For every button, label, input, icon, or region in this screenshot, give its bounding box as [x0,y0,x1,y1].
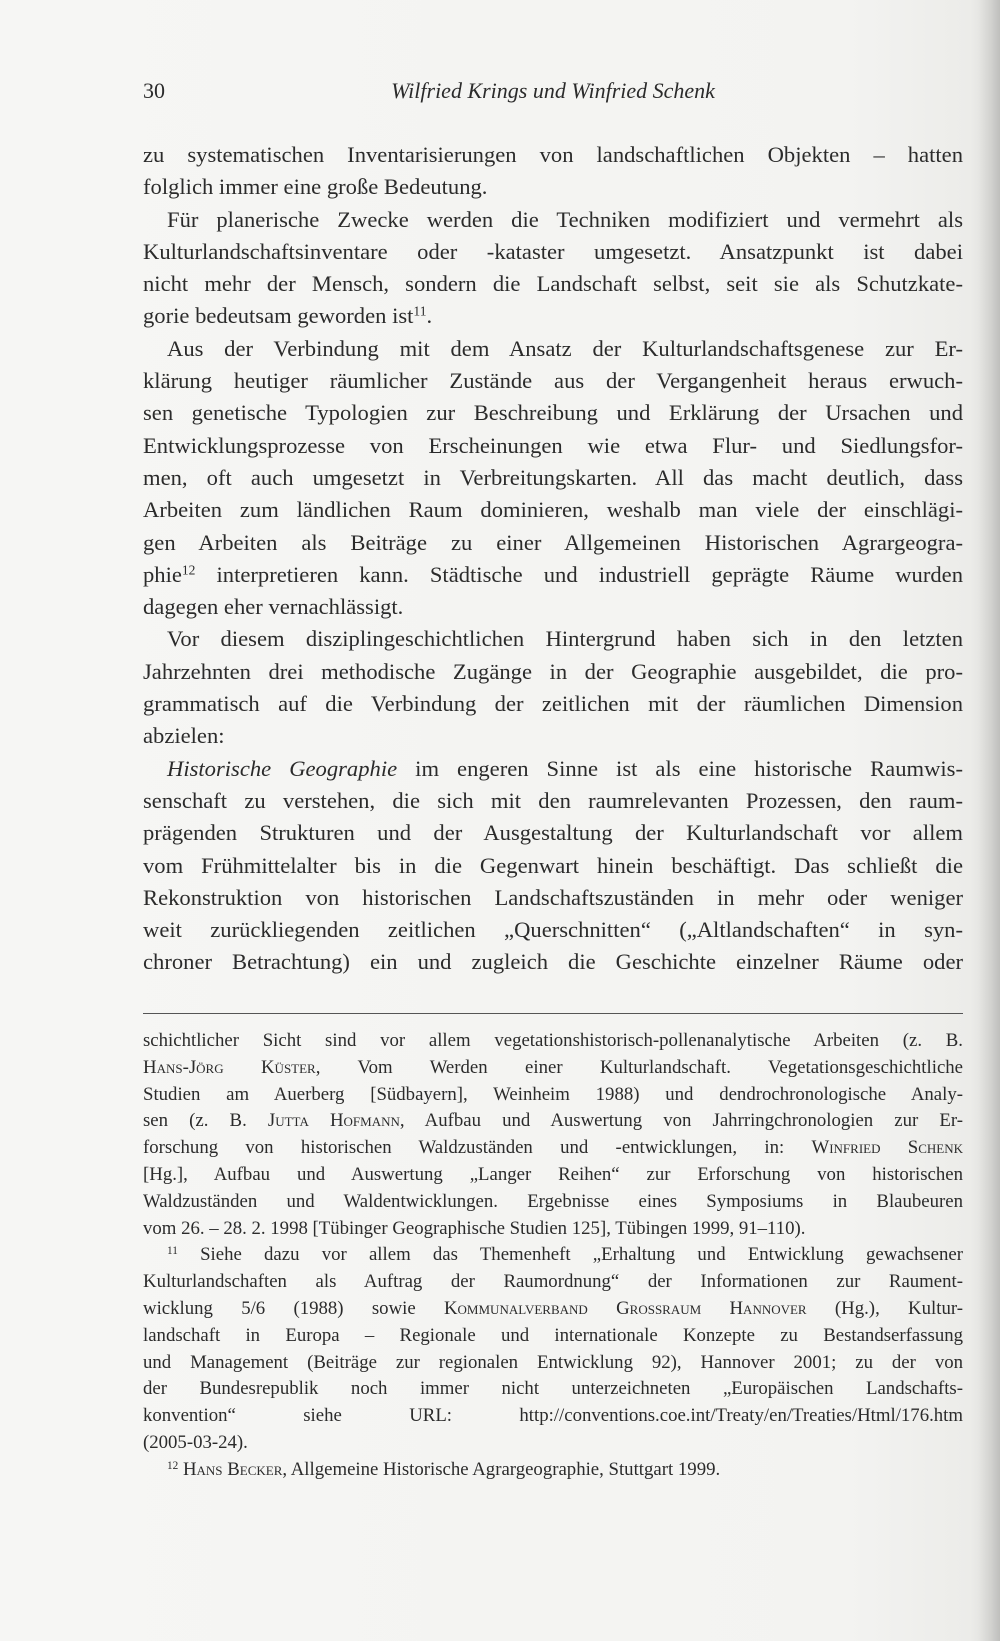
text-run: vom Frühmittelalter bis in die Gegenwart hinein beschäftigt. Das schließt die [143,852,963,878]
author-name: Kommunalverband Grossraum Hannover [443,1297,807,1319]
footnote-number: 11 [167,1245,178,1258]
footnote-line [143,1055,963,1082]
text-run: Für planerische Zwecke werden die Techniken modifiziert und vermehrt als [167,206,963,232]
text-run: gorie bedeutsam geworden ist [143,303,414,329]
footnote-line [143,1242,963,1269]
text-run: dagegen eher vernachlässigt. [143,594,404,620]
footnote-line [143,1376,963,1403]
author-name: Hans Becker [182,1458,283,1480]
author-name: Hans-Jörg Küster [143,1056,316,1078]
text-run: prägenden Strukturen und der Ausgestaltung der Kulturlandschaft vor allem [143,820,963,846]
text-line [143,268,963,300]
footnote-line [143,1108,963,1135]
text-line [143,946,963,978]
text-run: Studien am Auerberg [Südbayern], Weinheim 1988) und dendrochronologische Analy- [143,1083,963,1105]
text-run: Entwicklungsprozesse von Erscheinungen wie etwa Flur- und Siedlungsfor- [143,432,963,458]
text-run: phie [143,561,182,587]
footnote-line [143,1269,963,1296]
text-run: landschaft in Europa – Regionale und internationale Konzepte zu Bestandserfassung [143,1324,963,1346]
footnote-line [143,1189,963,1216]
text-line [143,559,963,591]
text-run: Arbeiten zum ländlichen Raum dominieren, weshalb man viele der einschlägi- [143,497,963,523]
footnote-ref: 11 [413,304,427,320]
footnote-line [143,1216,963,1243]
text-run: vom 26. – 28. 2. 1998 [Tübinger Geographische Studien 125], Tübingen 1999, 91–110). [143,1217,806,1239]
text-run: forschung von historischen Waldzuständen und -entwicklungen, in: [143,1137,812,1159]
text-run: [Hg.], Aufbau und Auswertung „Langer Reihen“ zur Erforschung von historischen [143,1163,963,1185]
text-run: Jahrzehnten drei methodische Zugänge in der Geographie ausgebildet, die pro- [143,658,963,684]
footnote-line [143,1135,963,1162]
text-run: gen Arbeiten als Beiträge zu einer Allgemeinen Historischen Agrargeogra- [143,529,963,555]
text-line [143,688,963,720]
text-line [143,204,963,236]
text-run: chroner Betrachtung) ein und zugleich die Geschichte einzelner Räume oder [143,949,963,975]
text-run: (2005-03-24). [143,1431,248,1453]
footnotes [143,1028,963,1484]
text-run: (Hg.), Kultur- [806,1297,963,1319]
footnote-number: 12 [167,1459,179,1472]
text-run: folglich immer eine große Bedeutung. [143,174,488,200]
text-run: weit zurückliegenden zeitlichen „Querschnitten“ („Altlandschaften“ in syn- [143,917,963,943]
text-run: Kulturlandschaftsinventare oder -kataster umgesetzt. Ansatzpunkt ist dabei [143,238,963,264]
footnote-line [143,1323,963,1350]
text-line [143,882,963,914]
text-run: Siehe dazu vor allem das Themenheft „Erhaltung und Entwicklung gewachsener [177,1244,963,1266]
text-run: Rekonstruktion von historischen Landschaftszuständen in mehr oder weniger [143,884,963,910]
text-line [143,494,963,526]
page-edge-shadow [978,0,1000,1641]
text-line [143,527,963,559]
text-line [143,914,963,946]
footnote-rule [143,1013,963,1014]
main-text [143,139,963,979]
italic-term: Historische Geographie [167,755,398,781]
text-run: im engeren Sinne ist als eine historische Raumwis- [397,755,963,781]
text-line [143,139,963,171]
footnote-line [143,1430,963,1457]
text-line [143,720,963,752]
text-run: schichtlicher Sicht sind vor allem vegetationshistorisch-pollenanalytische Arbeiten (z. B. [143,1030,963,1051]
text-run: Aus der Verbindung mit dem Ansatz der Kulturlandschaftsgenese zur Er- [167,335,963,361]
text-run: . [426,303,433,329]
text-run: sen genetische Typologien zur Beschreibung und Erklärung der Ursachen und [143,400,963,426]
text-run: men, oft auch umgesetzt in Verbreitungskarten. All das macht deutlich, dass [143,464,963,490]
text-line [143,785,963,817]
text-run: Kulturlandschaften als Auftrag der Raumordnung“ der Informationen zur Raument- [143,1271,963,1293]
footnote-line [143,1403,963,1430]
footnote-line [143,1296,963,1323]
footnote-line [143,1457,963,1484]
footnote-ref: 12 [181,562,196,578]
text-line [143,171,963,203]
text-line [143,623,963,655]
text-line [143,817,963,849]
text-run: senschaft zu verstehen, die sich mit den raumrelevanten Prozessen, den raum- [143,787,963,813]
text-run: interpretieren kann. Städtische und industriell geprägte Räume wurden [195,561,963,587]
footnote-line [143,1162,963,1189]
text-run: klärung heutiger räumlicher Zustände aus der Vergangenheit heraus erwuch- [143,368,963,394]
text-line [143,300,963,332]
text-run: Vor diesem disziplingeschichtlichen Hintergrund haben sich in den letzten [167,626,963,652]
text-run: wicklung 5/6 (1988) sowie [143,1297,444,1319]
text-run: , Vom Werden einer Kulturlandschaft. Vegetationsgeschichtliche [315,1056,964,1078]
text-run: zu systematischen Inventarisierungen von landschaftlichen Objekten – hatten [143,142,963,167]
text-run: sen (z. B. [143,1110,268,1132]
text-line [143,430,963,462]
page-number: 30 [143,78,165,103]
text-run: abzielen: [143,723,225,749]
author-name: Jutta Hofmann [267,1110,400,1132]
text-run: und Management (Beiträge zur regionalen Entwicklung 92), Hannover 2001; zu der von [143,1351,963,1373]
text-run: nicht mehr der Mensch, sondern die Landschaft selbst, seit sie als Schutzkate- [143,271,963,297]
running-head: Wilfried Krings und Winfried Schenk [391,78,715,103]
text-line [143,850,963,882]
footnote-line [143,1028,963,1055]
text-run: der Bundesrepublik noch immer nicht unterzeichneten „Europäischen Landschafts- [143,1378,963,1400]
page-header [143,78,963,108]
text-line [143,333,963,365]
text-run: konvention“ siehe URL: http://conventions.coe.int/Treaty/en/Treaties/Html/176.htm [143,1405,963,1427]
text-run: Waldzuständen und Waldentwicklungen. Ergebnisse eines Symposiums in Blaubeuren [143,1190,963,1212]
text-line [143,397,963,429]
text-line [143,591,963,623]
footnote-line [143,1350,963,1377]
text-line [143,753,963,785]
text-run: grammatisch auf die Verbindung der zeitlichen mit der räumlichen Dimension [143,691,963,717]
footnote-line [143,1082,963,1109]
text-line [143,462,963,494]
text-line [143,365,963,397]
text-line [143,236,963,268]
text-run: , Allgemeine Historische Agrargeographie, Stuttgart 1999. [282,1458,721,1480]
text-run: , Aufbau und Auswertung von Jahrringchronologien zur Er- [399,1110,963,1132]
author-name: Winfried Schenk [811,1137,963,1159]
text-line [143,656,963,688]
